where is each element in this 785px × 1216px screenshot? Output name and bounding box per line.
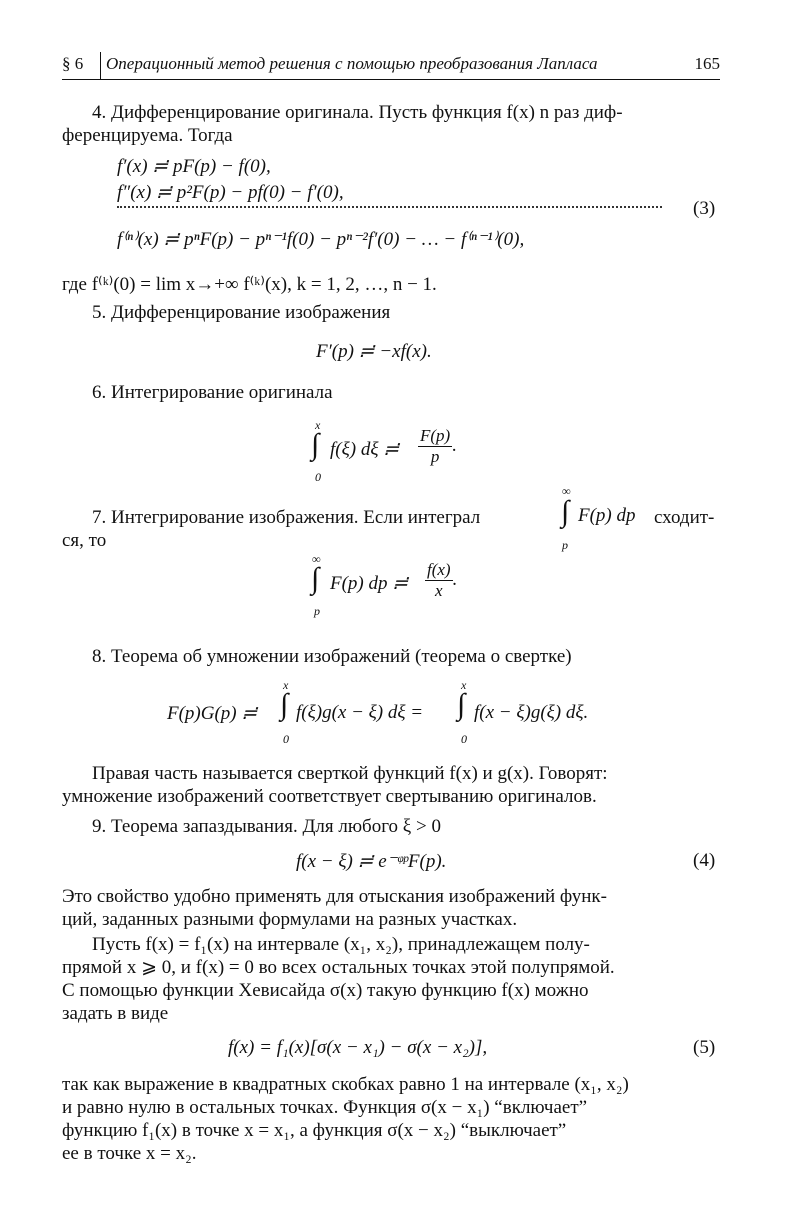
page-number: 165 — [694, 54, 720, 73]
item9-para2-line2: прямой x ⩾ 0, и f(x) = 0 во всех остальных точках этой полупрямой. — [62, 957, 615, 978]
item7-integrand: F(p) dp ≓ — [330, 573, 409, 594]
item6-tail: . — [452, 434, 457, 456]
item7-inline-upper: ∞ — [562, 484, 571, 498]
item7-heading-a: 7. Интегрирование изображения. Если интеграл — [92, 507, 481, 528]
item9-para3-line2: и равно нулю в остальных точках. Функция σ(x − x₁) “включает” — [62, 1097, 588, 1118]
item7-heading-line2: ся, то — [62, 530, 107, 551]
item7-inline-integrand: F(p) dp — [578, 505, 636, 526]
item7-inline-lower: p — [562, 538, 568, 552]
item9-para2-line1: Пусть f(x) = f₁(x) на интервале (x₁, x₂), принадлежащем полу- — [92, 934, 590, 955]
item8-int2-upper: x — [461, 678, 467, 692]
item7-lower-limit: p — [314, 604, 320, 618]
item9-para3-line1: так как выражение в квадратных скобках равно 1 на интервале (x₁, x₂) — [62, 1074, 629, 1095]
header-title: Операционный метод решения с помощью преобразования Лапласа — [106, 54, 598, 73]
item8-lhs: F(p)G(p) ≓ — [167, 703, 258, 724]
item6-frac-den: p — [430, 447, 440, 466]
item6-upper-limit: x — [315, 418, 321, 432]
integral-sign-icon: ∫ — [311, 428, 320, 461]
item9-para2-line4: задать в виде — [62, 1003, 169, 1024]
item9-heading: 9. Теорема запаздывания. Для любого ξ > 0 — [92, 816, 441, 837]
item9-formula: f(x − ξ) ≓ e⁻ᵠᵖF(p). — [296, 851, 447, 872]
item6-fraction — [418, 426, 457, 467]
item5-formula: F′(p) ≓ −xf(x). — [316, 341, 432, 362]
item7-tail: . — [452, 568, 458, 590]
item6-integrand: f(ξ) dξ ≓ — [330, 439, 400, 460]
eq5-number: (5) — [693, 1037, 716, 1058]
item8-int1-upper: x — [283, 678, 289, 692]
running-header — [62, 52, 720, 80]
item8-heading: 8. Теорема об умножении изображений (теорема о свертке) — [92, 646, 572, 667]
integral-sign-icon: ∫ — [311, 562, 320, 595]
item9-para2-line3: С помощью функции Хевисайда σ(x) такую функцию f(x) можно — [62, 980, 589, 1001]
item9-para3-line3: функцию f₁(x) в точке x = x₁, а функция σ(x − x₂) “выключает” — [62, 1120, 567, 1141]
item4-ellipsis-row — [117, 206, 662, 208]
item7-frac-num: f(x) — [427, 560, 451, 579]
integral-sign-icon: ∫ — [457, 688, 466, 721]
item7-fraction — [425, 560, 457, 601]
integral-sign-icon: ∫ — [280, 688, 289, 721]
item9-para1-line1: Это свойство удобно применять для отыскания изображений функ- — [62, 886, 607, 907]
item8-int2-lower: 0 — [461, 732, 467, 746]
item9-formula5: f(x) = f₁(x)[σ(x − x₁) − σ(x − x₂)], — [228, 1037, 488, 1058]
item8-int1: f(ξ)g(x − ξ) dξ = — [296, 702, 424, 723]
item6-heading: 6. Интегрирование оригинала — [92, 382, 333, 403]
item4-eq3: f⁽ⁿ⁾(x) ≓ pⁿF(p) − pⁿ⁻¹f(0) − pⁿ⁻²f′(0) − … − f⁽ⁿ⁻¹⁾(0), — [117, 229, 525, 250]
item9-para3-line4: ее в точке x = x₂. — [62, 1143, 197, 1164]
integral-sign-icon: ∫ — [561, 495, 570, 528]
item9-para1-line2: ций, заданных разными формулами на разных участках. — [62, 909, 518, 930]
item4-heading-line2: ференцируема. Тогда — [62, 125, 233, 146]
item4-eq1: f′(x) ≓ pF(p) − f(0), — [117, 156, 271, 177]
item8-para-line2: умножение изображений соответствует свертыванию оригиналов. — [62, 786, 597, 807]
eq4-number: (4) — [693, 850, 716, 871]
item7-upper-limit: ∞ — [312, 552, 321, 566]
item4-heading-line1: 4. Дифференцирование оригинала. Пусть функция f(x) n раз диф- — [92, 102, 623, 123]
item4-eq2: f″(x) ≓ p²F(p) − pf(0) − f′(0), — [117, 182, 344, 203]
item6-frac-num: F(p) — [420, 426, 451, 445]
item7-heading-b: сходит- — [654, 507, 715, 528]
item6-lower-limit: 0 — [315, 470, 321, 484]
item8-int1-lower: 0 — [283, 732, 289, 746]
item8-para-line1: Правая часть называется сверткой функций f(x) и g(x). Говорят: — [92, 763, 608, 784]
header-divider — [100, 52, 101, 79]
item5-heading: 5. Дифференцирование изображения — [92, 302, 391, 323]
item4-where: где f⁽ᵏ⁾(0) = lim x→+∞ f⁽ᵏ⁾(x), k = 1, 2, …, n − 1. — [62, 274, 437, 295]
item7-frac-den: x — [435, 581, 443, 600]
header-rule — [62, 79, 720, 80]
item8-int2: f(x − ξ)g(ξ) dξ. — [474, 702, 589, 723]
eq3-number: (3) — [693, 198, 716, 219]
section-number: § 6 — [62, 54, 84, 73]
